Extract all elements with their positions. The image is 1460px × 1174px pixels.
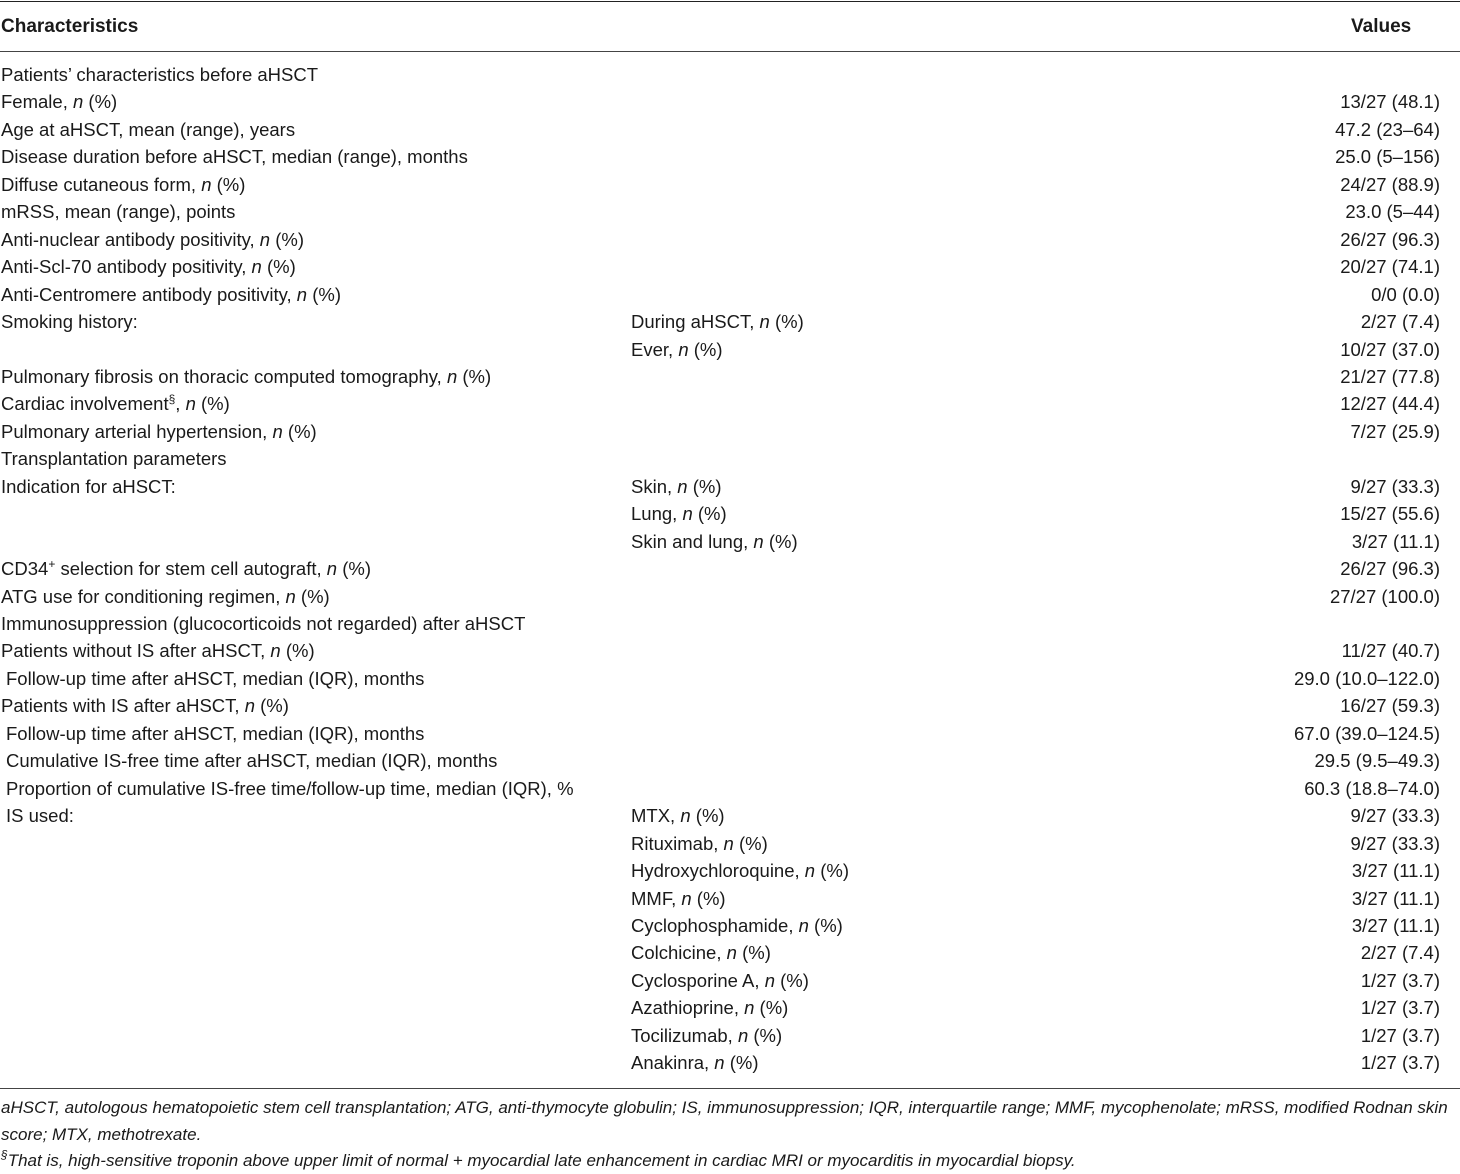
table-top-rule [0,1,1460,2]
subcategory-cell-c2-tail: (%) [763,530,798,552]
value-cell-c3: 60.3 (18.8–74.0) [1304,777,1440,799]
characteristic-cell [1,695,289,717]
value-cell [1340,91,1440,113]
value-cell-c3: 3/27 (11.1) [1351,530,1440,552]
subcategory-cell-c2-tail: (%) [688,338,723,360]
value-cell [1352,531,1440,553]
characteristic-cell-c1-mid: selection for stem cell autograft, [55,558,327,580]
subcategory-cell-c2-it: n [714,1052,725,1074]
footnote-mark: § [1,1148,8,1162]
characteristic-cell-c1: Cardiac involvement [1,393,169,415]
value-cell [1340,174,1440,196]
value-cell [1361,970,1440,992]
subcategory-cell-c2-it: n [723,832,734,854]
characteristic-cell [6,805,74,827]
table-row [0,805,1460,832]
value-cell-c3: 25.0 (5–156) [1335,146,1440,168]
subcategory-cell-c2-tail: (%) [691,887,726,909]
characteristic-cell-c1-tail: (%) [307,283,342,305]
value-cell [1342,640,1440,662]
characteristic-cell-c1: Cumulative IS-free time after aHSCT, median (IQR), months [6,750,498,772]
subcategory-cell [631,531,798,553]
table-row [0,668,1460,695]
characteristic-cell-c1: Patients with IS after aHSCT, [1,695,245,717]
characteristic-cell-c1-it: n [296,283,308,305]
subcategory-cell-c2: Skin and lung, [631,530,754,552]
table-row [0,448,1460,475]
characteristic-cell-c1-tail: (%) [270,228,305,250]
subcategory-cell-c2: Cyclosporine A, [631,969,765,991]
subcategory-cell-c2-tail: (%) [724,1052,759,1074]
table-row [0,723,1460,750]
value-cell [1361,1025,1440,1047]
value-cell-c3: 29.0 (10.0–122.0) [1293,667,1440,689]
value-cell [1352,915,1440,937]
value-cell-c3: 1/27 (3.7) [1360,1052,1440,1074]
value-cell [1340,256,1440,278]
value-cell [1294,723,1440,745]
characteristic-cell-c1: Disease duration before aHSCT, median (range), months [1,146,468,168]
value-cell-c3: 13/27 (48.1) [1340,91,1440,113]
subcategory-cell [631,476,722,498]
characteristic-cell-c1-it: n [285,585,296,607]
subcategory-cell [631,1025,782,1047]
table-row [0,613,1460,640]
subcategory-cell-c2-it: n [677,475,688,497]
table-row [0,174,1460,201]
characteristic-cell-c1-tail: (%) [211,173,246,195]
value-cell [1340,695,1440,717]
value-cell [1351,805,1440,827]
table-row [0,503,1460,530]
value-cell-c3: 26/27 (96.3) [1340,558,1440,580]
footnote-cardiac-text: That is, high-sensitive troponin above upper limit of normal + myocardial late enhancement in cardiac MRI or myocarditis in myocardial biopsy. [7,1151,1076,1170]
subcategory-cell-c2-tail: (%) [754,997,789,1019]
subcategory-cell-c2-tail: (%) [774,969,809,991]
characteristic-cell [1,421,317,443]
value-cell [1352,888,1440,910]
value-cell-c3: 3/27 (11.1) [1351,887,1440,909]
table-row [0,695,1460,722]
subcategory-cell [631,833,768,855]
value-cell [1345,201,1440,223]
subcategory-cell-c2-tail: (%) [736,942,771,964]
subcategory-cell-c2-tail: (%) [692,503,727,525]
subcategory-cell-c2-tail: (%) [748,1024,783,1046]
value-cell [1340,558,1440,580]
characteristic-cell-c1-tail: (%) [280,640,315,662]
value-cell-c3: 9/27 (33.3) [1350,832,1440,854]
value-cell-c3: 1/27 (3.7) [1360,969,1440,991]
subcategory-cell-c2: Colchicine, [631,942,727,964]
subcategory-cell-c2-it: n [804,860,816,882]
subcategory-cell-c2: Rituximab, [631,832,724,854]
value-cell [1304,778,1440,800]
characteristic-cell-c1: Pulmonary fibrosis on thoracic computed tomography, [1,365,447,387]
subcategory-cell [631,888,726,910]
characteristic-cell [1,64,318,86]
characteristic-cell [1,174,245,196]
characteristic-cell [1,586,330,608]
value-cell-c3: 11/27 (40.7) [1341,640,1440,662]
table-row [0,1052,1460,1079]
characteristic-cell [1,91,117,113]
header-values: Values [1351,16,1412,37]
value-cell [1361,942,1440,964]
value-cell-c3: 3/27 (11.1) [1351,914,1440,936]
table-row [0,750,1460,777]
characteristic-cell-c1-it: n [326,558,338,580]
characteristic-cell-c1: Patients’ characteristics before aHSCT [1,64,319,85]
subcategory-cell [631,860,849,882]
value-cell [1351,476,1440,498]
characteristic-cell-c1-it: n [72,91,84,113]
characteristic-cell [1,229,304,251]
characteristic-cell-c1-tail: (%) [195,393,230,415]
subcategory-cell-c2: Ever, [631,338,679,360]
characteristic-cell-c1-mid: , [175,393,186,415]
characteristic-cell-c1-tail: (%) [83,91,118,113]
characteristic-cell-c1: Anti-nuclear antibody positivity, [1,228,260,250]
table-row [0,366,1460,393]
characteristic-cell-c1: Follow-up time after aHSCT, median (IQR), months [6,722,425,744]
characteristic-cell-c1: Anti-Centromere antibody positivity, [1,283,297,305]
characteristic-cell-c1-it: n [272,420,283,442]
subcategory-cell [631,1052,759,1074]
value-cell-c3: 9/27 (33.3) [1350,475,1440,497]
characteristic-cell-c1-tail: (%) [457,365,492,387]
table-bottom-rule [0,1088,1460,1089]
characteristic-cell-c1: Indication for aHSCT: [1,475,176,497]
subcategory-cell-c2: During aHSCT, [631,311,760,333]
table-row [0,64,1460,91]
subcategory-cell-c2-tail: (%) [687,475,722,497]
value-cell-c3: 16/27 (59.3) [1340,695,1440,717]
subcategory-cell-c2: Hydroxychloroquine, [631,860,805,882]
characteristic-cell-c1: ATG use for conditioning regimen, [1,585,286,607]
value-cell [1294,668,1440,690]
characteristic-cell-c1: Diffuse cutaneous form, [1,173,202,195]
subcategory-cell-c2: MMF, [631,887,682,909]
subcategory-cell [631,942,771,964]
value-cell [1340,503,1440,525]
characteristic-cell [1,256,296,278]
subcategory-cell-c2-it: n [764,969,775,991]
subcategory-cell-c2-it: n [753,530,764,552]
characteristic-cell [1,284,341,306]
table-row [0,833,1460,860]
value-cell-c3: 0/0 (0.0) [1371,283,1440,305]
value-cell-c3: 67.0 (39.0–124.5) [1293,722,1440,744]
value-cell-c3: 12/27 (44.4) [1340,393,1440,415]
characteristic-cell-c1-it: n [259,228,271,250]
characteristic-cell [6,668,424,690]
subcategory-cell-c2-it: n [681,887,692,909]
value-cell-c3: 20/27 (74.1) [1340,256,1440,278]
characteristic-cell-c1-tail: (%) [254,695,289,717]
table-row [0,393,1460,420]
value-cell [1361,1052,1440,1074]
table-row [0,915,1460,942]
characteristic-cell [1,448,227,470]
subcategory-cell-c2: Azathioprine, [631,997,745,1019]
subcategory-cell-c2: MTX, [631,805,681,827]
footnote-abbreviations: aHSCT, autologous hematopoietic stem cell transplantation; ATG, anti-thymocyte globulin; IS, immunosuppression; IQR, interquartile range; MMF, mycophenolate; mRSS, modified Rodnan skin score; MTX, methotrexate. [1,1098,1448,1144]
subcategory-cell [631,997,788,1019]
table-row [0,311,1460,338]
table-row [0,476,1460,503]
subcategory-cell-c2-it: n [680,805,691,827]
subcategory-cell-c2-it: n [682,503,693,525]
characteristic-cell [1,613,525,635]
value-cell [1352,860,1440,882]
subcategory-cell-c2-it: n [737,1024,749,1046]
characteristic-cell [6,723,424,745]
value-cell [1335,119,1440,141]
characteristic-cell-c1: Immunosuppression (glucocorticoids not regarded) after aHSCT [1,613,526,634]
characteristic-cell-c1-tail: (%) [295,585,330,607]
value-cell-c3: 1/27 (3.7) [1360,997,1440,1019]
characteristic-cell-c1-it: n [446,365,458,387]
value-cell-c3: 9/27 (33.3) [1350,805,1440,827]
table-row [0,201,1460,228]
header-characteristics: Characteristics [1,16,139,37]
subcategory-cell-c2-tail: (%) [808,914,843,936]
characteristic-cell-c1-tail: (%) [261,256,296,278]
value-cell [1351,833,1440,855]
table-row [0,91,1460,118]
characteristic-cell [1,201,235,223]
value-cell [1340,393,1440,415]
table-row [0,997,1460,1024]
subcategory-cell-c2-it: n [678,338,689,360]
subcategory-cell-c2: Skin, [631,475,678,497]
value-cell-c3: 2/27 (7.4) [1360,311,1440,333]
characteristic-cell [6,750,497,772]
characteristic-cell [1,366,491,388]
value-cell-c3: 7/27 (25.9) [1350,420,1440,442]
value-cell [1335,146,1440,168]
table-row [0,778,1460,805]
characteristic-cell-c1-sup: § [168,392,176,407]
footnote-cardiac [1,1147,1459,1174]
subcategory-cell [631,970,809,992]
value-cell [1351,421,1440,443]
table-row [0,942,1460,969]
characteristic-cell-c1-it: n [244,695,255,717]
table-row [0,640,1460,667]
characteristic-cell-c1: Female, [1,91,73,113]
value-cell-c3: 29.5 (9.5–49.3) [1314,750,1440,772]
subcategory-cell-c2-it: n [759,311,770,333]
characteristic-cell-c1: Age at aHSCT, mean (range), years [1,118,296,140]
value-cell [1340,229,1440,251]
subcategory-cell-c2: Cyclophosphamide, [631,914,799,936]
value-cell [1315,750,1440,772]
subcategory-cell-c2-tail: (%) [815,860,849,882]
characteristic-cell [1,640,315,662]
characteristic-cell [1,558,371,580]
table-row [0,339,1460,366]
characteristic-cell-c1: Transplantation parameters [1,448,227,470]
table-row [0,256,1460,283]
characteristic-cell-c1: Proportion of cumulative IS-free time/follow-up time, median (IQR), % [6,777,574,799]
subcategory-cell-c2-it: n [726,942,737,964]
characteristic-cell-c1: Anti-Scl-70 antibody positivity, [1,256,252,278]
table-row [0,558,1460,585]
table-row [0,531,1460,558]
value-cell [1340,366,1440,388]
table-row [0,970,1460,997]
characteristic-cell-c1: Follow-up time after aHSCT, median (IQR), months [6,667,425,689]
value-cell-c3: 24/27 (88.9) [1340,173,1440,195]
characteristic-cell [1,146,468,168]
characteristic-cell-c1: IS used: [6,805,74,827]
subcategory-cell-c2: Lung, [631,503,683,525]
characteristic-cell-c1: mRSS, mean (range), points [1,201,236,223]
value-cell [1361,311,1440,333]
table-row [0,586,1460,613]
characteristic-cell-c1-it: n [185,393,196,415]
characteristic-cell [1,119,295,141]
subcategory-cell [631,503,727,525]
table-row [0,119,1460,146]
characteristic-cell-c1-it: n [251,256,262,278]
characteristic-cell-c1: Smoking history: [1,311,138,333]
value-cell-c3: 3/27 (11.1) [1351,860,1440,882]
value-cell-c3: 1/27 (3.7) [1360,1024,1440,1046]
table-header-rule [0,51,1460,52]
characteristic-cell-c1: Patients without IS after aHSCT, [1,640,271,662]
subcategory-cell-c2-tail: (%) [690,805,725,827]
value-cell [1330,586,1440,608]
subcategory-cell-c2-tail: (%) [769,311,804,333]
subcategory-cell [631,339,723,361]
table-row [0,888,1460,915]
value-cell-c3: 10/27 (37.0) [1340,338,1440,360]
characteristic-cell [1,476,176,498]
subcategory-cell [631,805,725,827]
characteristic-cell-c1-tail: (%) [282,420,317,442]
subcategory-cell [631,311,804,333]
value-cell [1340,339,1440,361]
table-row [0,421,1460,448]
table-row [0,284,1460,311]
table-row [0,146,1460,173]
characteristic-cell [6,778,574,800]
characteristic-cell-c1: CD34 [1,558,49,580]
characteristic-cell-c1-it: n [201,173,212,195]
subcategory-cell-c2: Tocilizumab, [631,1024,738,1046]
subcategory-cell-c2-it: n [744,997,755,1019]
characteristic-cell-c1: Pulmonary arterial hypertension, [1,420,273,442]
characteristic-cell [1,393,230,415]
table-row [0,1025,1460,1052]
subcategory-cell-c2-tail: (%) [733,832,768,854]
value-cell-c3: 15/27 (55.6) [1340,503,1440,525]
characteristic-cell-c1-it: n [270,640,281,662]
value-cell-c3: 21/27 (77.8) [1340,365,1440,387]
value-cell-c3: 2/27 (7.4) [1360,942,1440,964]
subcategory-cell-c2: Anakinra, [631,1052,715,1074]
table-row [0,860,1460,887]
subcategory-cell [631,915,843,937]
table-row [0,229,1460,256]
subcategory-cell-c2-it: n [798,914,809,936]
value-cell [1371,284,1440,306]
value-cell-c3: 47.2 (23–64) [1335,118,1440,140]
value-cell [1361,997,1440,1019]
characteristic-cell-c1-sup: + [48,557,56,572]
value-cell-c3: 26/27 (96.3) [1340,228,1440,250]
characteristic-cell [1,311,138,333]
value-cell-c3: 23.0 (5–44) [1345,201,1440,223]
characteristic-cell-c1-tail: (%) [337,558,372,580]
value-cell-c3: 27/27 (100.0) [1329,585,1440,607]
